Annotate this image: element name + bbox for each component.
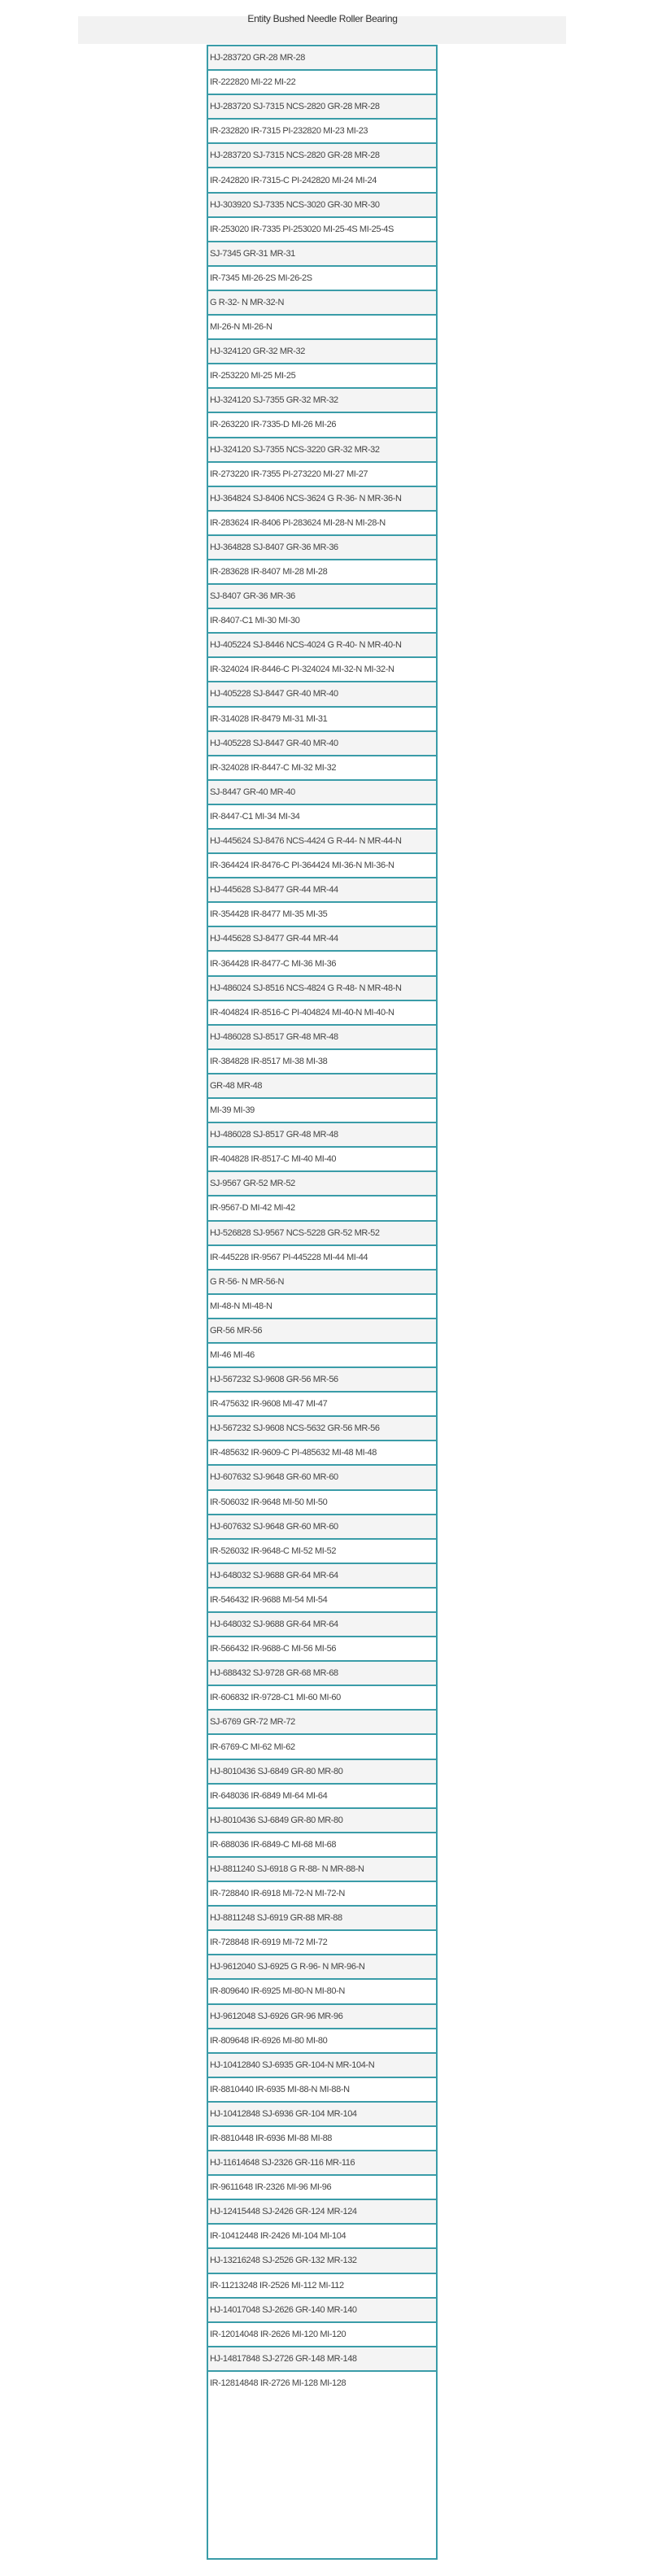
part-numbers-cell: HJ-405224 SJ-8446 NCS-4024 G R-40- N MR-40-N — [210, 640, 402, 651]
part-numbers-cell: HJ-324120 GR-32 MR-32 — [210, 347, 305, 357]
part-numbers-cell: IR-253020 IR-7335 PI-253020 MI-25-4S MI-25-4S — [210, 224, 394, 234]
table-row — [208, 1856, 436, 1881]
part-numbers-cell: HJ-283720 GR-28 MR-28 — [210, 53, 305, 63]
table-row — [208, 1660, 436, 1685]
part-numbers-cell: IR-12014048 IR-2626 MI-120 MI-120 — [210, 2329, 346, 2339]
table-row — [208, 437, 436, 461]
part-numbers-cell: G R-56- N MR-56-N — [210, 1276, 284, 1287]
table-row — [208, 1146, 436, 1170]
part-numbers-cell: HJ-486028 SJ-8517 GR-48 MR-48 — [210, 1130, 338, 1140]
part-numbers-cell: HJ-14017048 SJ-2626 GR-140 MR-140 — [210, 2304, 357, 2315]
part-numbers-cell: HJ-324120 SJ-7355 NCS-3220 GR-32 MR-32 — [210, 444, 380, 455]
part-numbers-cell: HJ-526828 SJ-9567 NCS-5228 GR-52 MR-52 — [210, 1227, 380, 1238]
part-numbers-cell: IR-546432 IR-9688 MI-54 MI-54 — [210, 1594, 328, 1605]
table-row — [208, 1709, 436, 1733]
table-row — [208, 2174, 436, 2199]
part-numbers-cell: IR-728840 IR-6918 MI-72-N MI-72-N — [210, 1889, 345, 1899]
table-row — [208, 1097, 436, 1122]
part-numbers-cell: HJ-688432 SJ-9728 GR-68 MR-68 — [210, 1668, 338, 1679]
part-numbers-cell: HJ-10412840 SJ-6935 GR-104-N MR-104-N — [210, 2059, 375, 2070]
part-numbers-cell: HJ-567232 SJ-9608 GR-56 MR-56 — [210, 1375, 338, 1385]
part-numbers-cell: IR-404828 IR-8517-C MI-40 MI-40 — [210, 1154, 337, 1165]
table-row — [208, 1269, 436, 1293]
table-row — [208, 681, 436, 705]
part-numbers-cell: HJ-324120 SJ-7355 GR-32 MR-32 — [210, 395, 338, 406]
part-numbers-cell: IR-809648 IR-6926 MI-80 MI-80 — [210, 2035, 328, 2046]
table-row — [208, 94, 436, 118]
part-numbers-cell: IR-648036 IR-6849 MI-64 MI-64 — [210, 1790, 328, 1801]
part-numbers-cell: GR-56 MR-56 — [210, 1325, 263, 1336]
table-row — [208, 632, 436, 656]
part-numbers-cell: HJ-14817848 SJ-2726 GR-148 MR-148 — [210, 2353, 357, 2364]
table-row — [208, 877, 436, 901]
table-row — [208, 2101, 436, 2125]
table-row — [208, 363, 436, 387]
table-row — [208, 314, 436, 338]
part-numbers-cell: HJ-607632 SJ-9648 GR-60 MR-60 — [210, 1521, 338, 1532]
part-numbers-cell: IR-11213248 IR-2526 MI-112 MI-112 — [210, 2280, 344, 2291]
part-numbers-cell: HJ-8811240 SJ-6918 G R-88- N MR-88-N — [210, 1863, 364, 1874]
table-row — [208, 2199, 436, 2223]
part-numbers-cell: SJ-7345 GR-31 MR-31 — [210, 248, 295, 259]
table-row — [208, 2346, 436, 2370]
part-numbers-cell: SJ-6769 GR-72 MR-72 — [210, 1717, 295, 1728]
table-row — [208, 510, 436, 534]
table-row — [208, 2077, 436, 2101]
table-row — [208, 412, 436, 436]
part-numbers-cell: IR-8407-C1 MI-30 MI-30 — [210, 616, 300, 626]
part-numbers-cell: IR-253220 MI-25 MI-25 — [210, 371, 296, 381]
part-numbers-cell: IR-6769-C MI-62 MI-62 — [210, 1741, 295, 1752]
table-row — [208, 2247, 436, 2272]
part-numbers-cell: HJ-445628 SJ-8477 GR-44 MR-44 — [210, 934, 338, 944]
part-numbers-cell: IR-475632 IR-9608 MI-47 MI-47 — [210, 1399, 328, 1410]
table-row — [208, 1954, 436, 1978]
part-numbers-cell: IR-9567-D MI-42 MI-42 — [210, 1203, 295, 1214]
part-numbers-cell: IR-283628 IR-8407 MI-28 MI-28 — [210, 567, 328, 578]
table-row — [208, 118, 436, 142]
table-row — [208, 1415, 436, 1440]
bearing-table — [207, 45, 438, 2560]
table-row — [208, 216, 436, 241]
part-numbers-cell: SJ-9567 GR-52 MR-52 — [210, 1179, 295, 1189]
table-row — [208, 387, 436, 412]
table-row — [208, 1685, 436, 1709]
table-row — [208, 290, 436, 314]
table-row — [208, 2223, 436, 2247]
part-numbers-cell: IR-688036 IR-6849-C MI-68 MI-68 — [210, 1839, 337, 1850]
part-numbers-cell: IR-10412448 IR-2426 MI-104 MI-104 — [210, 2231, 346, 2242]
table-row — [208, 1905, 436, 1929]
part-numbers-cell: IR-9611648 IR-2326 MI-96 MI-96 — [210, 2182, 332, 2193]
table-row — [208, 1611, 436, 1636]
part-numbers-cell: MI-26-N MI-26-N — [210, 322, 272, 333]
part-numbers-cell: HJ-8811248 SJ-6919 GR-88 MR-88 — [210, 1913, 342, 1924]
part-numbers-cell: HJ-13216248 SJ-2526 GR-132 MR-132 — [210, 2256, 357, 2266]
table-row — [208, 1073, 436, 1097]
table-row — [208, 45, 436, 69]
table-row — [208, 167, 436, 191]
part-numbers-cell: HJ-9612048 SJ-6926 GR-96 MR-96 — [210, 2011, 343, 2021]
table-row — [208, 338, 436, 363]
table-row — [208, 608, 436, 632]
table-row — [208, 926, 436, 950]
part-numbers-cell: IR-566432 IR-9688-C MI-56 MI-56 — [210, 1644, 337, 1654]
table-row — [208, 1391, 436, 1415]
part-numbers-cell: SJ-8407 GR-36 MR-36 — [210, 591, 295, 602]
table-row — [208, 1048, 436, 1073]
part-numbers-cell: IR-273220 IR-7355 PI-273220 MI-27 MI-27 — [210, 469, 368, 479]
table-row — [208, 461, 436, 486]
table-row — [208, 901, 436, 926]
part-numbers-cell: IR-606832 IR-9728-C1 MI-60 MI-60 — [210, 1693, 341, 1703]
part-numbers-cell: SJ-8447 GR-40 MR-40 — [210, 787, 295, 797]
part-numbers-cell: MI-46 MI-46 — [210, 1350, 255, 1361]
table-row — [208, 1538, 436, 1563]
table-row — [208, 1440, 436, 1464]
part-numbers-cell: HJ-445628 SJ-8477 GR-44 MR-44 — [210, 885, 338, 896]
table-row — [208, 950, 436, 974]
part-numbers-cell: HJ-405228 SJ-8447 GR-40 MR-40 — [210, 738, 338, 748]
table-row — [208, 706, 436, 730]
table-row — [208, 1244, 436, 1269]
part-numbers-cell: IR-8447-C1 MI-34 MI-34 — [210, 811, 300, 822]
table-row — [208, 2125, 436, 2150]
part-numbers-cell: IR-404824 IR-8516-C PI-404824 MI-40-N MI-40-N — [210, 1007, 394, 1018]
part-numbers-cell: IR-324024 IR-8446-C PI-324024 MI-32-N MI-32-N — [210, 665, 394, 675]
table-row — [208, 755, 436, 779]
part-numbers-cell: HJ-567232 SJ-9608 NCS-5632 GR-56 MR-56 — [210, 1423, 380, 1434]
part-numbers-cell: HJ-648032 SJ-9688 GR-64 MR-64 — [210, 1619, 338, 1630]
table-row — [208, 1220, 436, 1244]
table-row — [208, 779, 436, 804]
part-numbers-cell: HJ-607632 SJ-9648 GR-60 MR-60 — [210, 1472, 338, 1483]
table-row — [208, 2003, 436, 2028]
part-numbers-cell: IR-12814848 IR-2726 MI-128 MI-128 — [210, 2378, 346, 2388]
table-row — [208, 1514, 436, 1538]
table-row — [208, 2297, 436, 2321]
table-row — [208, 2273, 436, 2297]
table-row — [208, 265, 436, 290]
table-row — [208, 852, 436, 877]
part-numbers-cell: HJ-8010436 SJ-6849 GR-80 MR-80 — [210, 1815, 343, 1825]
part-numbers-cell: HJ-10412848 SJ-6936 GR-104 MR-104 — [210, 2108, 357, 2119]
part-numbers-cell: IR-8810448 IR-6936 MI-88 MI-88 — [210, 2134, 333, 2144]
table-row — [208, 1563, 436, 1587]
table-row — [208, 559, 436, 583]
part-numbers-cell: HJ-364828 SJ-8407 GR-36 MR-36 — [210, 542, 338, 552]
table-row — [208, 1929, 436, 1954]
table-row — [208, 1759, 436, 1783]
table-row — [208, 1807, 436, 1832]
part-numbers-cell: IR-7345 MI-26-2S MI-26-2S — [210, 272, 312, 283]
part-numbers-cell: HJ-648032 SJ-9688 GR-64 MR-64 — [210, 1570, 338, 1580]
part-numbers-cell: IR-324028 IR-8447-C MI-32 MI-32 — [210, 762, 337, 773]
table-row — [208, 2321, 436, 2346]
part-numbers-cell: HJ-303920 SJ-7335 NCS-3020 GR-30 MR-30 — [210, 199, 380, 210]
table-row — [208, 486, 436, 510]
part-numbers-cell: IR-242820 IR-7315-C PI-242820 MI-24 MI-24 — [210, 175, 377, 185]
table-row — [208, 2370, 436, 2395]
table-row — [208, 975, 436, 1000]
part-numbers-cell: G R-32- N MR-32-N — [210, 297, 284, 307]
part-numbers-cell: IR-728848 IR-6919 MI-72 MI-72 — [210, 1937, 328, 1948]
part-numbers-cell: MI-39 MI-39 — [210, 1105, 255, 1116]
part-numbers-cell: IR-526032 IR-9648-C MI-52 MI-52 — [210, 1545, 337, 1556]
table-row — [208, 534, 436, 559]
table-row — [208, 1733, 436, 1758]
table-row — [208, 1464, 436, 1489]
part-numbers-cell: HJ-283720 SJ-7315 NCS-2820 GR-28 MR-28 — [210, 102, 380, 112]
table-row — [208, 656, 436, 681]
part-numbers-cell: HJ-486024 SJ-8516 NCS-4824 G R-48- N MR-48-N — [210, 983, 402, 993]
table-row — [208, 192, 436, 216]
part-numbers-cell: IR-222820 MI-22 MI-22 — [210, 77, 296, 88]
part-numbers-cell: IR-263220 IR-7335-D MI-26 MI-26 — [210, 420, 337, 430]
part-numbers-cell: IR-506032 IR-9648 MI-50 MI-50 — [210, 1497, 328, 1507]
table-row — [208, 2028, 436, 2052]
table-row — [208, 1587, 436, 1611]
table-row — [208, 1881, 436, 1905]
table-row — [208, 1000, 436, 1024]
table-row — [208, 142, 436, 167]
table-row — [208, 1170, 436, 1195]
part-numbers-cell: IR-384828 IR-8517 MI-38 MI-38 — [210, 1056, 328, 1066]
part-numbers-cell: IR-364424 IR-8476-C PI-364424 MI-36-N MI-36-N — [210, 861, 394, 871]
table-row — [208, 1293, 436, 1318]
part-numbers-cell: IR-809640 IR-6925 MI-80-N MI-80-N — [210, 1986, 345, 1997]
table-row — [208, 828, 436, 852]
table-row — [208, 1783, 436, 1807]
table-row — [208, 1489, 436, 1514]
table-row — [208, 1342, 436, 1366]
part-numbers-cell: IR-8810440 IR-6935 MI-88-N MI-88-N — [210, 2084, 350, 2094]
table-row — [208, 241, 436, 265]
part-numbers-cell: GR-48 MR-48 — [210, 1080, 263, 1091]
part-numbers-cell: HJ-9612040 SJ-6925 G R-96- N MR-96-N — [210, 1962, 365, 1972]
part-numbers-cell: HJ-445624 SJ-8476 NCS-4424 G R-44- N MR-44-N — [210, 836, 402, 847]
part-numbers-cell: IR-232820 IR-7315 PI-232820 MI-23 MI-23 — [210, 126, 368, 137]
part-numbers-cell: MI-48-N MI-48-N — [210, 1301, 272, 1311]
table-row — [208, 69, 436, 94]
table-row — [208, 730, 436, 755]
table-row — [208, 1024, 436, 1048]
table-row — [208, 1195, 436, 1219]
table-row — [208, 1636, 436, 1660]
table-row — [208, 1978, 436, 2003]
part-numbers-cell: HJ-283720 SJ-7315 NCS-2820 GR-28 MR-28 — [210, 150, 380, 161]
part-numbers-cell: HJ-11614648 SJ-2326 GR-116 MR-116 — [210, 2158, 355, 2168]
table-row — [208, 1366, 436, 1391]
part-numbers-cell: IR-445228 IR-9567 PI-445228 MI-44 MI-44 — [210, 1252, 368, 1262]
part-numbers-cell: IR-485632 IR-9609-C PI-485632 MI-48 MI-48 — [210, 1448, 377, 1458]
part-numbers-cell: HJ-8010436 SJ-6849 GR-80 MR-80 — [210, 1766, 343, 1776]
table-row — [208, 583, 436, 608]
part-numbers-cell: IR-314028 IR-8479 MI-31 MI-31 — [210, 713, 328, 724]
table-row — [208, 1318, 436, 1342]
part-numbers-cell: IR-283624 IR-8406 PI-283624 MI-28-N MI-28-N — [210, 517, 386, 528]
part-numbers-cell: HJ-364824 SJ-8406 NCS-3624 G R-36- N MR-36-N — [210, 493, 402, 503]
table-row — [208, 1122, 436, 1146]
part-numbers-cell: HJ-12415448 SJ-2426 GR-124 MR-124 — [210, 2207, 357, 2217]
table-row — [208, 2052, 436, 2077]
table-row — [208, 804, 436, 828]
part-numbers-cell: HJ-486028 SJ-8517 GR-48 MR-48 — [210, 1031, 338, 1042]
table-row — [208, 1832, 436, 1856]
part-numbers-cell: HJ-405228 SJ-8447 GR-40 MR-40 — [210, 689, 338, 700]
part-numbers-cell: IR-354428 IR-8477 MI-35 MI-35 — [210, 909, 328, 920]
page-title: Entity Bushed Needle Roller Bearing — [247, 13, 398, 24]
part-numbers-cell: IR-364428 IR-8477-C MI-36 MI-36 — [210, 958, 337, 969]
table-row — [208, 2150, 436, 2174]
